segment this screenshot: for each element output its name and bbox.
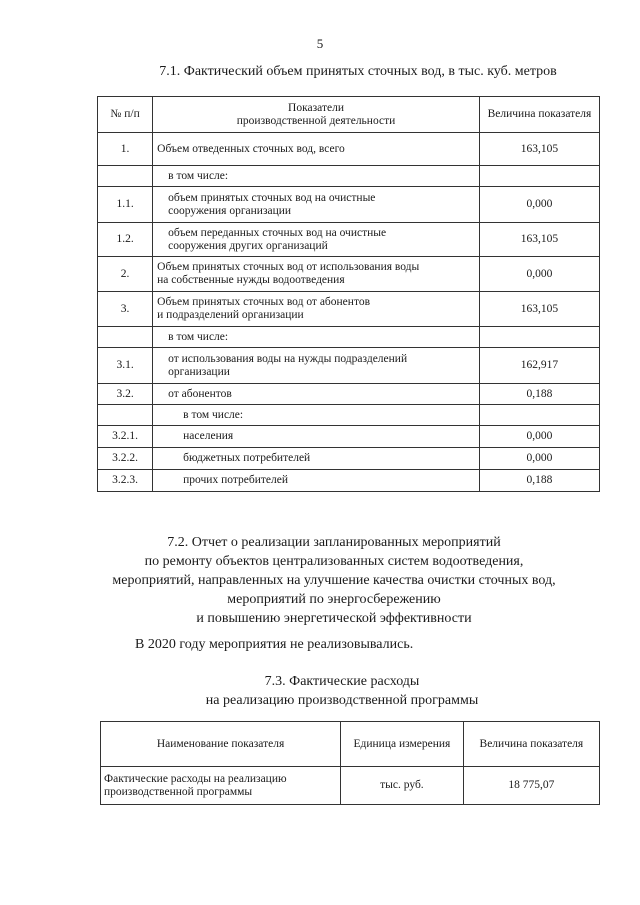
row-number	[98, 405, 153, 426]
section-7-2-title-line: по ремонту объектов централизованных систем водоотведения,	[144, 554, 524, 569]
row-number: 3.2.1.	[98, 426, 153, 448]
table-row	[101, 767, 600, 805]
row-number: 1.2.	[98, 223, 153, 257]
expense-value: 18 775,07	[463, 767, 599, 805]
row-value: 162,917	[479, 348, 599, 384]
row-value	[479, 166, 599, 187]
row-value: 0,188	[479, 470, 599, 492]
section-7-2-title-line: мероприятий, направленных на улучшение качества очистки сточных вод,	[112, 573, 556, 588]
row-value: 163,105	[479, 292, 599, 327]
row-number	[98, 327, 153, 348]
table-row	[98, 187, 600, 223]
row-number: 2.	[98, 257, 153, 292]
row-indicator: от использования воды на нужды подразделений организации	[153, 348, 480, 384]
table-row	[98, 448, 600, 470]
header-number: № п/п	[98, 97, 153, 133]
table-row	[98, 223, 600, 257]
page-number: 5	[316, 36, 324, 51]
row-indicator: Объем принятых сточных вод от использования воды на собственные нужды водоотведения	[153, 257, 480, 292]
section-7-3-title-line: на реализацию производственной программы	[205, 693, 479, 708]
section-7-2-note: В 2020 году мероприятия не реализовывались.	[135, 637, 414, 652]
row-indicator: бюджетных потребителей	[153, 448, 480, 470]
row-number: 3.1.	[98, 348, 153, 384]
section-7-2-title-line: мероприятий по энергосбережению	[227, 592, 441, 607]
row-value: 163,105	[479, 133, 599, 166]
table-row	[98, 133, 600, 166]
table-row	[98, 470, 600, 492]
header-indicator-name: Наименование показателя	[101, 722, 341, 767]
header-value: Величина показателя	[463, 722, 599, 767]
header-unit: Единица измерения	[341, 722, 464, 767]
row-number: 3.2.2.	[98, 448, 153, 470]
row-value	[479, 405, 599, 426]
row-value: 0,000	[479, 187, 599, 223]
row-value	[479, 327, 599, 348]
row-indicator: прочих потребителей	[153, 470, 480, 492]
section-7-3-title-line: 7.3. Фактические расходы	[264, 674, 420, 689]
table-row	[98, 426, 600, 448]
row-number: 3.	[98, 292, 153, 327]
table-row	[98, 327, 600, 348]
wastewater-volume-table	[97, 96, 600, 492]
row-value: 0,000	[479, 448, 599, 470]
row-value: 0,000	[479, 257, 599, 292]
row-value: 163,105	[479, 223, 599, 257]
expense-name: Фактические расходы на реализацию производственной программы	[101, 767, 341, 805]
row-value: 0,000	[479, 426, 599, 448]
table-row	[98, 292, 600, 327]
row-indicator: объем переданных сточных вод на очистные сооружения других организаций	[153, 223, 480, 257]
table-row	[98, 348, 600, 384]
row-indicator: в том числе:	[153, 327, 480, 348]
row-indicator: в том числе:	[153, 405, 480, 426]
table-row	[98, 384, 600, 405]
row-number: 1.1.	[98, 187, 153, 223]
header-indicators: Показатели производственной деятельности	[153, 97, 480, 133]
row-number: 1.	[98, 133, 153, 166]
row-indicator: объем принятых сточных вод на очистные сооружения организации	[153, 187, 480, 223]
row-indicator: населения	[153, 426, 480, 448]
section-7-2-title-line: 7.2. Отчет о реализации запланированных мероприятий	[167, 535, 501, 550]
table-row	[98, 257, 600, 292]
row-indicator: от абонентов	[153, 384, 480, 405]
section-7-2-title	[14, 533, 640, 628]
row-indicator: Объем принятых сточных вод от абонентов и подразделений организации	[153, 292, 480, 327]
header-value: Величина показателя	[479, 97, 599, 133]
section-7-2-title-line: и повышению энергетической эффективности	[196, 611, 472, 626]
section-7-3-title	[22, 672, 640, 710]
expense-unit: тыс. руб.	[341, 767, 464, 805]
table-row	[98, 166, 600, 187]
row-indicator: в том числе:	[153, 166, 480, 187]
row-indicator: Объем отведенных сточных вод, всего	[153, 133, 480, 166]
section-7-1-title: 7.1. Фактический объем принятых сточных вод, в тыс. куб. метров	[159, 64, 557, 79]
table-row	[98, 405, 600, 426]
row-number: 3.2.	[98, 384, 153, 405]
row-value: 0,188	[479, 384, 599, 405]
row-number	[98, 166, 153, 187]
row-number: 3.2.3.	[98, 470, 153, 492]
actual-expenses-table	[100, 721, 600, 805]
